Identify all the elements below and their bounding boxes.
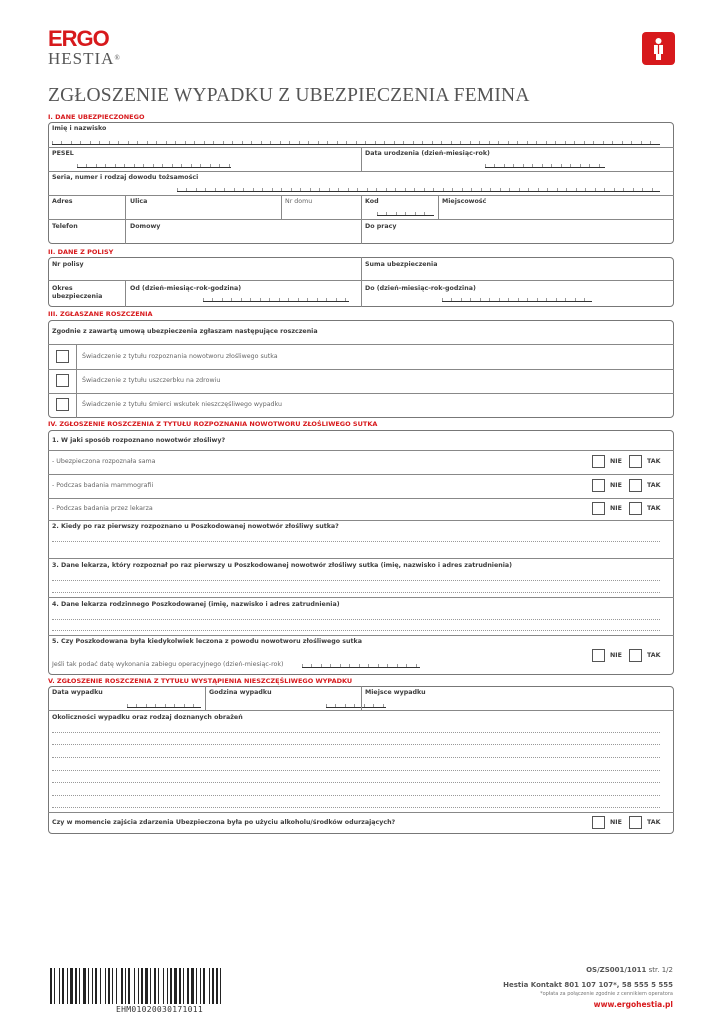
section-header-cancer: IV. ZGŁOSZENIE ROSZCZENIA Z TYTUŁU ROZPOZNANIA NOWOTWORU ZŁOŚLIWEGO SUTKA: [48, 420, 378, 428]
q1b-yes-label: TAK: [647, 482, 661, 489]
dob-field[interactable]: [485, 164, 605, 168]
brand-logo-hestia: HESTIA®: [48, 49, 121, 68]
divider: [48, 635, 674, 636]
label-street: Ulica: [130, 198, 148, 205]
q1b-label: - Podczas badania mammografii: [52, 482, 154, 489]
divider: [48, 450, 674, 451]
q1b-no-checkbox[interactable]: [592, 479, 605, 492]
accident-date-field[interactable]: [127, 704, 201, 708]
divider: [361, 686, 362, 710]
circumstances-line-4[interactable]: [52, 770, 660, 771]
circumstances-line-6[interactable]: [52, 795, 660, 796]
hotline-note: *opłata za połączenie zgodnie z cennikiem operatora: [540, 991, 673, 997]
divider: [76, 344, 77, 418]
period-to-field[interactable]: [442, 298, 592, 302]
q3-label: 3. Dane lekarza, który rozpoznał po raz pierwszy u Poszkodowanej nowotwór złośliwy sutka (imię, nazwisko i adres zatrudnienia): [52, 562, 512, 569]
page-title: ZGŁOSZENIE WYPADKU Z UBEZPIECZENIA FEMINA: [48, 85, 530, 106]
label-address: Adres: [52, 198, 73, 205]
q4-label: 4. Dane lekarza rodzinnego Poszkodowanej (imię, nazwisko i adres zatrudnienia): [52, 601, 340, 608]
q1b-yes-checkbox[interactable]: [629, 479, 642, 492]
q1a-yes-checkbox[interactable]: [629, 455, 642, 468]
divider: [438, 195, 439, 219]
website-link[interactable]: www.ergohestia.pl: [593, 1000, 673, 1009]
claims-intro: Zgodnie z zawartą umową ubezpieczenia zgłaszam następujące roszczenia: [52, 328, 318, 335]
q3-answer-line-2[interactable]: [52, 592, 660, 593]
circumstances-line-3[interactable]: [52, 757, 660, 758]
q1a-label: - Ubezpieczona rozpoznała sama: [52, 458, 156, 465]
label-phone: Telefon: [52, 223, 78, 230]
circumstances-line-2[interactable]: [52, 744, 660, 745]
label-postal-code: Kod: [365, 198, 379, 205]
q1c-no-label: NIE: [610, 505, 622, 512]
q5-surgery-date-label: Jeśli tak podać datę wykonania zabiegu operacyjnego (dzień-miesiąc-rok): [52, 661, 284, 668]
divider: [48, 474, 674, 475]
brand-logo-ergo: ERGO: [48, 26, 109, 51]
q1a-no-checkbox[interactable]: [592, 455, 605, 468]
divider: [48, 369, 674, 370]
alcohol-question: Czy w momencie zajścia zdarzenia Ubezpieczona była po użyciu alkoholu/środków odurzających?: [52, 819, 396, 826]
circumstances-line-1[interactable]: [52, 732, 660, 733]
q1c-yes-checkbox[interactable]: [629, 502, 642, 515]
label-name: Imię i nazwisko: [52, 125, 107, 132]
q1c-yes-label: TAK: [647, 505, 661, 512]
postal-code-field[interactable]: [377, 212, 434, 216]
alcohol-yes-checkbox[interactable]: [629, 816, 642, 829]
claim-death-label: Świadczenie z tytułu śmierci wskutek nieszczęśliwego wypadku: [82, 401, 282, 408]
label-period-from: Od (dzień-miesiąc-rok-godzina): [130, 285, 242, 292]
label-id-document: Seria, numer i rodzaj dowodu tożsamości: [52, 174, 199, 181]
label-work-phone: Do pracy: [365, 223, 397, 230]
hotline: Hestia Kontakt 801 107 107*, 58 555 5 555: [503, 981, 673, 989]
q5-yes-label: TAK: [647, 652, 661, 659]
label-dob: Data urodzenia (dzień-miesiąc-rok): [365, 150, 490, 157]
divider: [125, 280, 126, 307]
q1-label: 1. W jaki sposób rozpoznano nowotwór złośliwy?: [52, 437, 226, 444]
q5-no-checkbox[interactable]: [592, 649, 605, 662]
divider: [361, 257, 362, 307]
claim-cancer-label: Świadczenie z tytułu rozpoznania nowotworu złośliwego sutka: [82, 353, 278, 360]
q5-no-label: NIE: [610, 652, 622, 659]
pesel-field[interactable]: [77, 164, 231, 168]
q1a-yes-label: TAK: [647, 458, 661, 465]
label-accident-time: Godzina wypadku: [209, 689, 272, 696]
divider: [361, 147, 362, 171]
label-policy-number: Nr polisy: [52, 261, 84, 268]
label-period-2: ubezpieczenia: [52, 293, 103, 300]
q4-answer-line-1[interactable]: [52, 619, 660, 620]
barcode-number: EHM01020030171011: [116, 1005, 203, 1014]
divider: [281, 195, 282, 219]
section-header-claims: III. ZGŁASZANE ROSZCZENIA: [48, 310, 153, 318]
q5-label: 5. Czy Poszkodowana była kiedykolwiek leczona z powodu nowotworu złośliwego sutka: [52, 638, 362, 645]
circumstances-line-5[interactable]: [52, 782, 660, 783]
q5-yes-checkbox[interactable]: [629, 649, 642, 662]
section-header-policy: II. DANE Z POLISY: [48, 248, 114, 256]
divider: [48, 344, 674, 345]
section-header-insured: I. DANE UBEZPIECZONEGO: [48, 113, 145, 121]
claim-injury-label: Świadczenie z tytułu uszczerbku na zdrowiu: [82, 377, 221, 384]
barcode: [50, 968, 276, 1004]
divider: [48, 520, 674, 521]
label-accident-place: Miejsce wypadku: [365, 689, 426, 696]
circumstances-line-7[interactable]: [52, 807, 660, 808]
q1c-no-checkbox[interactable]: [592, 502, 605, 515]
q4-answer-line-2[interactable]: [52, 630, 660, 631]
person-icon: [642, 32, 675, 65]
q1a-no-label: NIE: [610, 458, 622, 465]
q1b-no-label: NIE: [610, 482, 622, 489]
section-header-accident: V. ZGŁOSZENIE ROSZCZENIA Z TYTUŁU WYSTĄPIENIA NIESZCZĘŚLIWEGO WYPADKU: [48, 677, 353, 685]
q3-answer-line-1[interactable]: [52, 580, 660, 581]
label-period-to: Do (dzień-miesiąc-rok-godzina): [365, 285, 476, 292]
divider: [48, 597, 674, 598]
divider: [48, 812, 674, 813]
label-home-phone: Domowy: [130, 223, 161, 230]
id-document-field[interactable]: [177, 188, 660, 192]
divider: [48, 219, 674, 220]
label-sum-insured: Suma ubezpieczenia: [365, 261, 438, 268]
label-period: Okres: [52, 285, 73, 292]
label-pesel: PESEL: [52, 150, 74, 157]
alcohol-yes-label: TAK: [647, 819, 661, 826]
label-city: Miejscowość: [442, 198, 487, 205]
label-accident-date: Data wypadku: [52, 689, 103, 696]
claim-injury-checkbox[interactable]: [56, 374, 69, 387]
q2-label: 2. Kiedy po raz pierwszy rozpoznano u Poszkodowanej nowotwór złośliwy sutka?: [52, 523, 339, 530]
divider: [48, 393, 674, 394]
label-house-number: Nr domu: [285, 198, 313, 205]
claim-cancer-checkbox[interactable]: [56, 350, 69, 363]
divider: [48, 710, 674, 711]
accident-time-field[interactable]: [326, 704, 386, 708]
q1c-label: - Podczas badania przez lekarza: [52, 505, 153, 512]
q2-answer-line[interactable]: [52, 541, 660, 542]
divider: [48, 280, 674, 281]
alcohol-no-label: NIE: [610, 819, 622, 826]
name-field[interactable]: [52, 141, 660, 145]
alcohol-no-checkbox[interactable]: [592, 816, 605, 829]
claim-death-checkbox[interactable]: [56, 398, 69, 411]
divider: [48, 558, 674, 559]
period-from-field[interactable]: [203, 298, 349, 302]
q5-surgery-date-field[interactable]: [302, 664, 420, 668]
divider: [48, 498, 674, 499]
divider: [48, 171, 674, 172]
label-circumstances: Okoliczności wypadku oraz rodzaj doznanych obrażeń: [52, 714, 243, 721]
form-code: OS/ZS001/1011 str. 1/2: [586, 966, 673, 974]
divider: [205, 686, 206, 710]
